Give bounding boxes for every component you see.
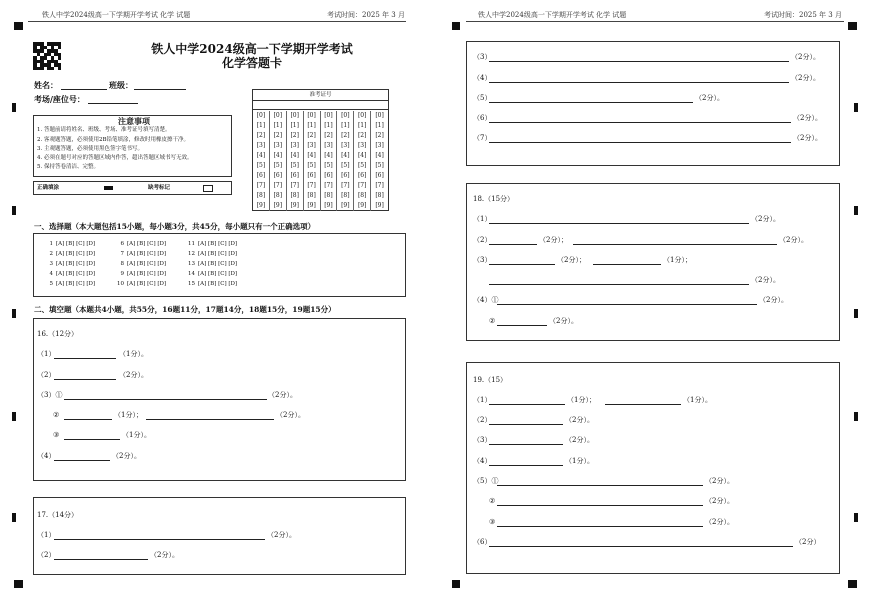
exam-digit-bubble[interactable]: [7] — [273, 182, 283, 189]
mc-question-10[interactable] — [115, 280, 166, 289]
mc-question-number: 4 — [49, 271, 53, 277]
exam-digit-bubble[interactable]: [6] — [341, 172, 350, 179]
mc-option-bubbles[interactable]: [A] [B] [C] [D] — [198, 281, 238, 287]
mc-question-5[interactable] — [44, 280, 95, 289]
exam-digit-bubble[interactable]: [5] — [375, 162, 384, 169]
left-page-header-title: 铁人中学2024级高一下学期开学考试 化学 试题 — [42, 11, 191, 19]
exam-digit-bubble[interactable]: [4] — [256, 152, 266, 159]
mc-question-number: 1 — [49, 241, 53, 247]
mc-option-bubbles[interactable]: [A] [B] [C] [D] — [56, 261, 96, 267]
q17-part-label: （6） — [473, 114, 492, 122]
timing-mark — [854, 513, 858, 522]
exam-digit-bubble[interactable]: [1] — [307, 122, 316, 129]
q17-score: （2分）。 — [791, 74, 820, 82]
q17-score: （2分）。 — [793, 134, 822, 142]
exam-digit-bubble[interactable]: [9] — [324, 202, 333, 209]
mc-question-number: 11 — [188, 241, 195, 247]
q16-part-label: ③ — [53, 431, 60, 439]
exam-digit-bubble[interactable]: [2] — [307, 132, 316, 139]
name-field[interactable] — [61, 89, 107, 90]
q16-score: （2分）。 — [276, 411, 305, 419]
mc-question-number: 6 — [120, 241, 124, 247]
q17-score: （2分）。 — [791, 53, 820, 61]
q19-1a-answer[interactable] — [489, 404, 565, 405]
notice-item: 3. 主观题答题，必须使用黑色签字笔书写。 — [37, 146, 143, 152]
exam-digit-bubble[interactable]: [8] — [273, 192, 283, 199]
q16-3-2b-answer[interactable] — [146, 419, 274, 420]
exam-digit-bubble[interactable]: [0] — [341, 112, 350, 119]
mc-question-7[interactable] — [115, 250, 166, 259]
mc-option-bubbles[interactable]: [A] [B] [C] [D] — [198, 261, 238, 267]
exam-digit-bubble[interactable]: [3] — [256, 142, 266, 149]
q19-3-answer[interactable] — [489, 444, 563, 445]
mc-question-8[interactable] — [115, 260, 166, 269]
timing-mark — [854, 412, 858, 421]
q16-heading: 16.（12分） — [37, 330, 79, 338]
room-seat-field[interactable] — [88, 103, 138, 104]
notice-item: 2. 客观题答题，必须使用2B铅笔填涂，修改时用橡皮擦干净。 — [37, 137, 190, 143]
q19-heading: 19.（15） — [473, 376, 508, 384]
exam-digit-bubble[interactable]: [3] — [375, 142, 384, 149]
mc-question-9[interactable] — [115, 270, 166, 279]
q19-score: （1分）。 — [683, 396, 712, 404]
q19-part-label: （3） — [473, 436, 492, 444]
registration-mark — [452, 22, 460, 30]
exam-number-column — [337, 111, 354, 211]
exam-digit-bubble[interactable]: [0] — [256, 112, 266, 119]
exam-digit-bubble[interactable]: [0] — [357, 112, 367, 119]
q19-5-2-answer[interactable] — [497, 505, 703, 506]
mc-option-bubbles[interactable]: [A] [B] [C] [D] — [56, 281, 96, 287]
q16-3-3-answer[interactable] — [64, 439, 120, 440]
q16-part-label: （1） — [37, 350, 56, 358]
q16-part-label: （2） — [37, 371, 56, 379]
q19-score: （2分）。 — [565, 416, 594, 424]
exam-number-title: 准考证号 — [309, 92, 332, 98]
q19-2-answer[interactable] — [489, 424, 563, 425]
left-header-rule — [28, 21, 406, 22]
q17-heading: 17.（14分） — [37, 511, 79, 519]
mc-question-12[interactable] — [186, 250, 237, 259]
exam-digit-bubble[interactable]: [9] — [375, 202, 384, 209]
q19-part-label: ③ — [489, 518, 496, 526]
q19-5-3-answer[interactable] — [497, 526, 703, 527]
exam-digit-bubble[interactable]: [3] — [307, 142, 316, 149]
exam-digit-bubble[interactable]: [8] — [307, 192, 316, 199]
mc-question-number: 15 — [188, 281, 195, 287]
q19-part-label: ② — [489, 497, 496, 505]
exam-digit-bubble[interactable]: [7] — [324, 182, 333, 189]
right-page-header-title: 铁人中学2024级高一下学期开学考试 化学 试题 — [478, 11, 627, 19]
exam-digit-bubble[interactable]: [4] — [375, 152, 384, 159]
q17-5-answer[interactable] — [489, 102, 693, 103]
class-field[interactable] — [134, 89, 186, 90]
q16-2-answer[interactable] — [54, 379, 116, 380]
q19-part-label: （6） — [473, 538, 492, 546]
q17-4-answer[interactable] — [489, 82, 789, 83]
q19-part-label: （5）① — [473, 477, 499, 485]
q19-part-label: （4） — [473, 457, 492, 465]
exam-digit-bubble[interactable]: [5] — [290, 162, 299, 169]
q18-score: （2分）； — [557, 256, 586, 264]
exam-number-column — [253, 111, 270, 211]
q16-part-label: ② — [53, 411, 60, 419]
exam-number-column — [371, 111, 388, 211]
exam-digit-bubble[interactable]: [8] — [341, 192, 350, 199]
exam-digit-bubble[interactable]: [1] — [290, 122, 299, 129]
q19-6-answer[interactable] — [489, 546, 793, 547]
q17-1-answer[interactable] — [54, 539, 265, 540]
exam-digit-bubble[interactable]: [5] — [256, 162, 266, 169]
mc-question-15[interactable] — [186, 280, 237, 289]
exam-number-column — [270, 111, 287, 211]
exam-digit-bubble[interactable]: [2] — [324, 132, 333, 139]
right-page-header-date: 考试时间：2025 年 3 月 — [764, 11, 842, 19]
q18-heading: 18.（15分） — [473, 195, 515, 203]
timing-mark — [12, 412, 16, 421]
exam-digit-bubble[interactable]: [7] — [256, 182, 266, 189]
exam-digit-bubble[interactable]: [1] — [375, 122, 384, 129]
q16-score: （1分）。 — [122, 431, 151, 439]
exam-digit-bubble[interactable]: [4] — [324, 152, 333, 159]
q19-score: （2分）。 — [565, 436, 594, 444]
exam-digit-bubble[interactable]: [3] — [324, 142, 333, 149]
mc-option-bubbles[interactable]: [A] [B] [C] [D] — [56, 251, 96, 257]
q18-4-2-answer[interactable] — [497, 325, 547, 326]
registration-mark — [452, 580, 460, 588]
exam-number-column — [287, 111, 304, 211]
notice-title: 注意事项 — [118, 116, 150, 126]
exam-digit-bubble[interactable]: [0] — [273, 112, 283, 119]
exam-digit-bubble[interactable]: [9] — [290, 202, 299, 209]
name-label: 姓名： — [34, 80, 58, 90]
q18-score: （1分）； — [663, 256, 692, 264]
exam-digit-bubble[interactable]: [8] — [375, 192, 384, 199]
exam-number-column — [354, 111, 371, 211]
card-title-line2: 化学答题卡 — [221, 56, 282, 70]
exam-digit-bubble[interactable]: [5] — [341, 162, 350, 169]
q18-part-label: （3） — [473, 256, 492, 264]
q17-part-label: （3） — [473, 53, 492, 61]
exam-digit-bubble[interactable]: [2] — [341, 132, 350, 139]
q16-score: （2分）。 — [268, 391, 297, 399]
mc-question-11[interactable] — [186, 240, 237, 249]
mc-question-number: 3 — [49, 261, 53, 267]
exam-digit-bubble[interactable]: [7] — [357, 182, 367, 189]
q16-score: （1分）。 — [119, 350, 148, 358]
mc-option-bubbles[interactable]: [A] [B] [C] [D] — [198, 271, 238, 277]
exam-digit-bubble[interactable]: [7] — [341, 182, 350, 189]
mc-question-number: 2 — [49, 251, 53, 257]
q17-score: （2分）。 — [150, 551, 179, 559]
registration-mark — [848, 22, 857, 30]
mc-question-number: 12 — [188, 251, 195, 257]
exam-number-column — [304, 111, 321, 211]
left-page-header-date: 考试时间：2025 年 3 月 — [327, 11, 405, 19]
mc-question-2[interactable] — [44, 250, 95, 259]
correct-fill-sample — [104, 186, 113, 190]
exam-digit-bubble[interactable]: [6] — [324, 172, 333, 179]
q17-3-answer[interactable] — [489, 61, 789, 62]
exam-digit-bubble[interactable]: [2] — [290, 132, 299, 139]
exam-digit-bubble[interactable]: [4] — [273, 152, 283, 159]
exam-digit-bubble[interactable]: [0] — [307, 112, 316, 119]
q19-score: （2分）。 — [705, 477, 734, 485]
q19-score: （2分）。 — [705, 497, 734, 505]
qr-code — [33, 42, 61, 70]
q16-score: （2分）。 — [119, 371, 148, 379]
exam-digit-bubble[interactable]: [9] — [256, 202, 266, 209]
exam-digit-bubble[interactable]: [2] — [357, 132, 367, 139]
q16-score: （1分）； — [114, 411, 143, 419]
exam-digit-bubble[interactable]: [9] — [341, 202, 350, 209]
class-label: 班级： — [109, 80, 133, 90]
q19-part-label: （1） — [473, 396, 492, 404]
q18-3a-answer[interactable] — [489, 264, 555, 265]
mc-question-number: 8 — [120, 261, 124, 267]
mc-option-bubbles[interactable]: [A] [B] [C] [D] — [127, 271, 167, 277]
q18-answer-box — [466, 183, 840, 341]
q18-score: （2分）。 — [759, 296, 788, 304]
right-header-rule — [466, 21, 844, 22]
exam-digit-bubble[interactable]: [7] — [307, 182, 316, 189]
mc-option-bubbles[interactable]: [A] [B] [C] [D] — [127, 281, 167, 287]
exam-digit-bubble[interactable]: [2] — [256, 132, 266, 139]
q18-score: （2分）； — [539, 236, 568, 244]
q17-part-label: （7） — [473, 134, 492, 142]
exam-digit-bubble[interactable]: [9] — [307, 202, 316, 209]
exam-digit-bubble[interactable]: [8] — [357, 192, 367, 199]
exam-digit-bubble[interactable]: [6] — [375, 172, 384, 179]
q17-7-answer[interactable] — [489, 142, 791, 143]
mc-question-number: 5 — [49, 281, 53, 287]
q18-2a-answer[interactable] — [489, 244, 537, 245]
exam-digit-bubble[interactable]: [8] — [256, 192, 266, 199]
q19-score: （1分）； — [567, 396, 596, 404]
q19-4-answer[interactable] — [489, 465, 563, 466]
q18-part-label: （1） — [473, 215, 492, 223]
q17-continued-box — [466, 41, 840, 166]
q19-score: （2分） — [795, 538, 821, 546]
q18-part-label: （4）① — [473, 296, 499, 304]
q18-part-label: ② — [489, 317, 496, 325]
exam-digit-bubble[interactable]: [1] — [341, 122, 350, 129]
mc-option-bubbles[interactable]: [A] [B] [C] [D] — [198, 241, 238, 247]
exam-digit-bubble[interactable]: [2] — [375, 132, 384, 139]
q17-6-answer[interactable] — [489, 122, 791, 123]
correct-fill-label: 正确填涂 — [37, 185, 60, 191]
mc-question-number: 14 — [188, 271, 195, 277]
exam-digit-bubble[interactable]: [6] — [290, 172, 299, 179]
q19-1b-answer[interactable] — [605, 404, 681, 405]
exam-digit-bubble[interactable]: [7] — [290, 182, 299, 189]
mc-option-bubbles[interactable]: [A] [B] [C] [D] — [198, 251, 238, 257]
q16-part-label: （3）① — [37, 391, 63, 399]
mc-question-4[interactable] — [44, 270, 95, 279]
notice-item: 5. 保持答卷清洁、完整。 — [37, 164, 99, 170]
exam-digit-bubble[interactable]: [5] — [324, 162, 333, 169]
exam-digit-bubble[interactable]: [4] — [357, 152, 367, 159]
q17-score: （2分）。 — [793, 114, 822, 122]
mc-option-bubbles[interactable]: [A] [B] [C] [D] — [56, 241, 96, 247]
notice-item: 4. 必须在题号对应的答题区域内作答，超出答题区域书写无效。 — [37, 155, 193, 161]
exam-digit-bubble[interactable]: [0] — [290, 112, 299, 119]
exam-digit-bubble[interactable]: [1] — [357, 122, 367, 129]
exam-digit-bubble[interactable]: [3] — [273, 142, 283, 149]
mc-question-number: 13 — [188, 261, 195, 267]
q19-5-1-answer[interactable] — [497, 485, 703, 486]
q16-3-2a-answer[interactable] — [64, 419, 112, 420]
q19-score: （1分）。 — [565, 457, 594, 465]
mc-question-1[interactable] — [44, 240, 95, 249]
q17-part-label: （1） — [37, 531, 56, 539]
registration-mark — [14, 580, 23, 588]
section2-title: 二、填空题（本题共4小题，共55分，16题11分，17题14分，18题15分，19题15分） — [34, 305, 336, 314]
exam-digit-bubble[interactable]: [4] — [307, 152, 316, 159]
mc-question-number: 9 — [120, 271, 124, 277]
q18-score: （2分）。 — [779, 236, 808, 244]
q18-3c-answer[interactable] — [489, 284, 749, 285]
section1-title: 一、选择题（本大题包括15小题，每小题3分，共45分，每小题只有一个正确选项） — [34, 222, 316, 231]
q19-score: （2分）。 — [705, 518, 734, 526]
notice-item: 1. 答题前请将姓名、班级、考场、准考证号填写清楚。 — [37, 127, 171, 133]
timing-mark — [12, 513, 16, 522]
exam-digit-bubble[interactable]: [5] — [307, 162, 316, 169]
mc-option-bubbles[interactable]: [A] [B] [C] [D] — [127, 251, 167, 257]
timing-mark — [854, 103, 858, 112]
exam-digit-bubble[interactable]: [7] — [375, 182, 384, 189]
exam-digit-bubble[interactable]: [9] — [273, 202, 283, 209]
timing-mark — [12, 309, 16, 318]
q17-part-label: （4） — [473, 74, 492, 82]
exam-digit-bubble[interactable]: [1] — [273, 122, 283, 129]
q18-1-answer[interactable] — [489, 223, 749, 224]
q17-part-label: （5） — [473, 94, 492, 102]
q18-3b-answer[interactable] — [593, 264, 661, 265]
mc-question-number: 10 — [117, 281, 124, 287]
exam-digit-bubble[interactable]: [4] — [290, 152, 299, 159]
q19-answer-box — [466, 362, 840, 574]
q16-part-label: （4） — [37, 452, 56, 460]
exam-digit-bubble[interactable]: [9] — [357, 202, 367, 209]
card-title-line1: 铁人中学2024级高一下学期开学考试 — [151, 42, 353, 56]
registration-mark — [848, 580, 857, 588]
mc-question-number: 7 — [120, 251, 124, 257]
exam-digit-bubble[interactable]: [8] — [324, 192, 333, 199]
exam-number-column — [321, 111, 338, 211]
exam-digit-bubble[interactable]: [6] — [357, 172, 367, 179]
timing-mark — [854, 309, 858, 318]
mc-question-13[interactable] — [186, 260, 237, 269]
exam-digit-bubble[interactable]: [6] — [273, 172, 283, 179]
exam-digit-bubble[interactable]: [3] — [357, 142, 367, 149]
q16-1-answer[interactable] — [54, 358, 116, 359]
mc-option-bubbles[interactable]: [A] [B] [C] [D] — [127, 261, 167, 267]
absent-mark-checkbox[interactable] — [203, 185, 213, 192]
q17-answer-box — [33, 497, 406, 575]
mc-option-bubbles[interactable]: [A] [B] [C] [D] — [127, 241, 167, 247]
mc-question-6[interactable] — [115, 240, 166, 249]
exam-digit-bubble[interactable]: [3] — [341, 142, 350, 149]
q18-part-label: （2） — [473, 236, 492, 244]
exam-digit-bubble[interactable]: [3] — [290, 142, 299, 149]
q18-4-1-answer[interactable] — [497, 304, 757, 305]
exam-digit-bubble[interactable]: [5] — [357, 162, 367, 169]
registration-mark — [14, 22, 23, 30]
q17-2-answer[interactable] — [54, 559, 148, 560]
room-seat-label: 考场/座位号： — [34, 94, 85, 104]
exam-number-grid — [252, 89, 389, 211]
mc-question-3[interactable] — [44, 260, 95, 269]
q18-2b-answer[interactable] — [573, 244, 777, 245]
q19-part-label: （2） — [473, 416, 492, 424]
exam-digit-bubble[interactable]: [0] — [324, 112, 333, 119]
absent-mark-label: 缺考标记 — [148, 185, 171, 191]
timing-mark — [12, 206, 16, 215]
timing-mark — [854, 206, 858, 215]
q17-score: （2分）。 — [267, 531, 296, 539]
q16-4-answer[interactable] — [54, 460, 110, 461]
exam-digit-bubble[interactable]: [1] — [324, 122, 333, 129]
mc-question-14[interactable] — [186, 270, 237, 279]
q18-score: （2分）。 — [549, 317, 578, 325]
exam-digit-bubble[interactable]: [8] — [290, 192, 299, 199]
multiple-choice-box — [33, 233, 406, 297]
q17-score: （2分）。 — [695, 94, 724, 102]
exam-digit-bubble[interactable]: [5] — [273, 162, 283, 169]
exam-digit-bubble[interactable]: [4] — [341, 152, 350, 159]
exam-digit-bubble[interactable]: [1] — [256, 122, 266, 129]
q16-score: （2分）。 — [112, 452, 141, 460]
q17-part-label: （2） — [37, 551, 56, 559]
exam-digit-bubble[interactable]: [0] — [375, 112, 384, 119]
q18-score: （2分）。 — [751, 215, 780, 223]
exam-digit-bubble[interactable]: [6] — [307, 172, 316, 179]
exam-digit-bubble[interactable]: [2] — [273, 132, 283, 139]
mc-option-bubbles[interactable]: [A] [B] [C] [D] — [56, 271, 96, 277]
exam-digit-bubble[interactable]: [6] — [256, 172, 266, 179]
q16-3-1-answer[interactable] — [64, 399, 267, 400]
timing-mark — [12, 103, 16, 112]
q18-score: （2分）。 — [751, 276, 780, 284]
